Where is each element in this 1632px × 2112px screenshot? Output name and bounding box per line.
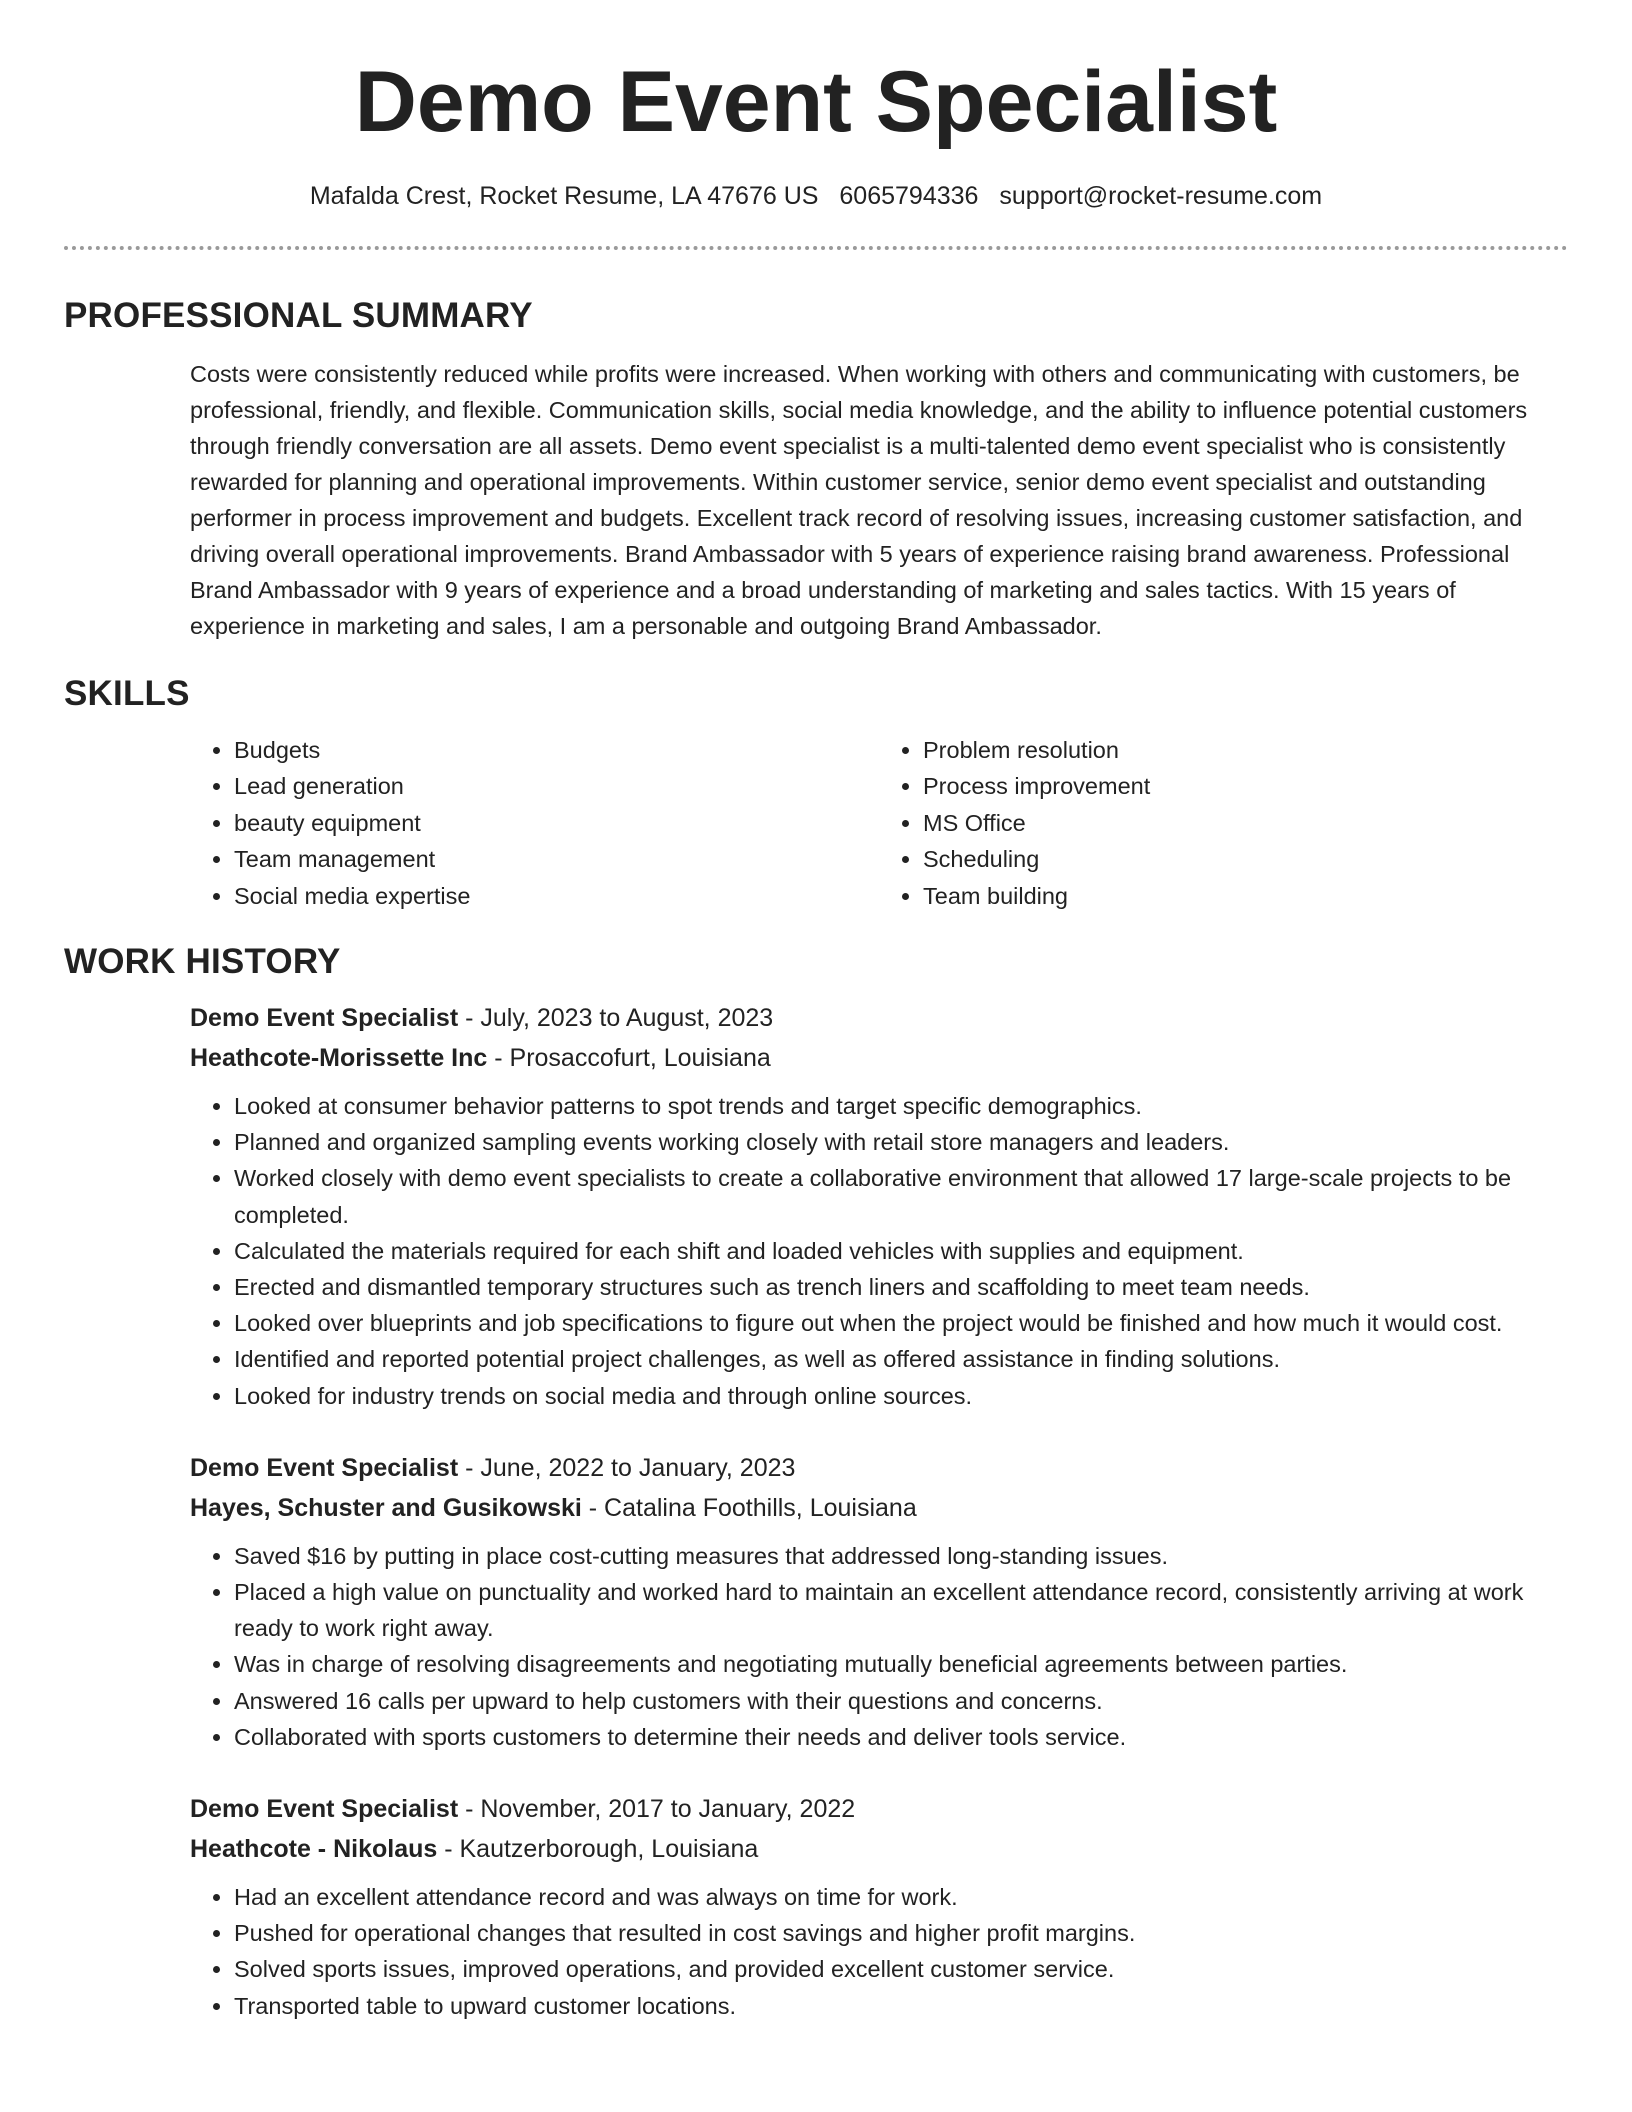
job-dates: - July, 2023 to August, 2023 xyxy=(458,1004,774,1033)
job-location: - Catalina Foothills, Louisiana xyxy=(581,1493,917,1522)
job-bullet: • Planned and organized sampling events working closely with retail store managers and leaders. xyxy=(234,1124,1568,1160)
job-bullet: • Looked for industry trends on social media and through online sources. xyxy=(234,1378,1568,1414)
candidate-name: Demo Event Specialist xyxy=(354,54,1278,150)
job-company: Heathcote - Nikolaus xyxy=(190,1835,438,1864)
job-entry xyxy=(190,1789,1568,2024)
job-bullets xyxy=(190,1088,1568,1414)
skill-item: • Problem resolution xyxy=(923,732,1568,768)
job-bullet: • Solved sports issues, improved operations, and provided excellent customer service. xyxy=(234,1951,1568,1987)
job-company: Heathcote-Morissette Inc xyxy=(190,1044,488,1073)
skill-item: • MS Office xyxy=(923,805,1568,841)
contact-phone: 6065794336 xyxy=(839,182,979,210)
job-bullet: • Saved $16 by putting in place cost-cutting measures that addressed long-standing issues. xyxy=(234,1538,1568,1574)
skill-item: • Social media expertise xyxy=(234,878,879,914)
job-entry xyxy=(190,1448,1568,1755)
job-bullet: • Looked over blueprints and job specifications to figure out when the project would be finished and how much it would cost. xyxy=(234,1305,1568,1341)
contact-line xyxy=(0,180,1632,212)
job-bullet: • Erected and dismantled temporary structures such as trench liners and scaffolding to meet team needs. xyxy=(234,1269,1568,1305)
job-company: Hayes, Schuster and Gusikowski xyxy=(190,1493,582,1522)
job-bullet: • Answered 16 calls per upward to help customers with their questions and concerns. xyxy=(234,1683,1568,1719)
skill-item: • Lead generation xyxy=(234,768,879,804)
job-bullet: • Pushed for operational changes that resulted in cost savings and higher profit margins. xyxy=(234,1915,1568,1951)
job-role: Demo Event Specialist xyxy=(190,1004,459,1033)
section-title-summary: PROFESSIONAL SUMMARY xyxy=(64,296,533,335)
skill-item: • Team building xyxy=(923,878,1568,914)
skills-list xyxy=(190,732,1568,914)
contact-address: Mafalda Crest, Rocket Resume, LA 47676 US xyxy=(309,182,819,210)
job-role: Demo Event Specialist xyxy=(190,1453,459,1482)
job-bullets xyxy=(190,1538,1568,1755)
job-role: Demo Event Specialist xyxy=(190,1795,459,1824)
job-entry xyxy=(190,998,1568,1414)
skill-item: • Team management xyxy=(234,841,879,877)
section-title-work-history: WORK HISTORY xyxy=(64,942,341,982)
skill-item: • Process improvement xyxy=(923,768,1568,804)
job-dates: - November, 2017 to January, 2022 xyxy=(458,1795,856,1824)
job-bullet: • Was in charge of resolving disagreements and negotiating mutually beneficial agreements between parties. xyxy=(234,1646,1568,1682)
section-title-skills: SKILLS xyxy=(64,674,190,713)
job-bullet: • Placed a high value on punctuality and worked hard to maintain an excellent attendance record, consistently arriving at work ready to work right away. xyxy=(234,1574,1568,1646)
job-location: - Prosaccofurt, Louisiana xyxy=(487,1044,771,1073)
job-bullet: • Worked closely with demo event specialists to create a collaborative environment that allowed 17 large-scale projects to be completed. xyxy=(234,1160,1568,1232)
job-company-line xyxy=(190,1038,1568,1078)
job-company-line xyxy=(190,1488,1568,1528)
skill-item: • Scheduling xyxy=(923,841,1568,877)
skill-item: • Budgets xyxy=(234,732,879,768)
job-company-line xyxy=(190,1829,1568,1869)
job-bullet: • Calculated the materials required for each shift and loaded vehicles with supplies and equipment. xyxy=(234,1233,1568,1269)
skills-column-right xyxy=(879,732,1568,914)
job-bullets xyxy=(190,1879,1568,2024)
summary-text: Costs were consistently reduced while profits were increased. When working with others and communicating with customers, be professional, friendly, and flexible. Communication skills, social media knowledge, and the ability to influence potential customers through friendly conversation are all assets. Demo event specialist is a multi-talented demo event specialist who is consistently rewarded for planning and operational improvements. Within customer service, senior demo event specialist and outstanding performer in process improvement and budgets. Excellent track record of resolving issues, increasing customer satisfaction, and driving overall operational improvements. Brand Ambassador with 5 years of experience raising brand awareness. Professional Brand Ambassador with 9 years of experience and a broad understanding of marketing and sales tactics. With 15 years of experience in marketing and sales, I am a personable and outgoing Brand Ambassador. xyxy=(190,361,1528,639)
job-title-line xyxy=(190,1789,1568,1829)
job-bullet: • Collaborated with sports customers to determine their needs and deliver tools service. xyxy=(234,1719,1568,1755)
skills-column-left xyxy=(190,732,879,914)
job-bullet: • Had an excellent attendance record and was always on time for work. xyxy=(234,1879,1568,1915)
job-location: - Kautzerborough, Louisiana xyxy=(437,1835,759,1864)
contact-email: support@rocket-resume.com xyxy=(999,182,1323,210)
skill-item: • beauty equipment xyxy=(234,805,879,841)
job-bullet: • Identified and reported potential project challenges, as well as offered assistance in finding solutions. xyxy=(234,1341,1568,1377)
job-bullet: • Looked at consumer behavior patterns to spot trends and target specific demographics. xyxy=(234,1088,1568,1124)
job-bullet: • Transported table to upward customer locations. xyxy=(234,1988,1568,2024)
job-title-line xyxy=(190,1448,1568,1488)
job-title-line xyxy=(190,998,1568,1038)
header-divider xyxy=(64,246,1568,250)
job-dates: - June, 2022 to January, 2023 xyxy=(458,1453,796,1482)
